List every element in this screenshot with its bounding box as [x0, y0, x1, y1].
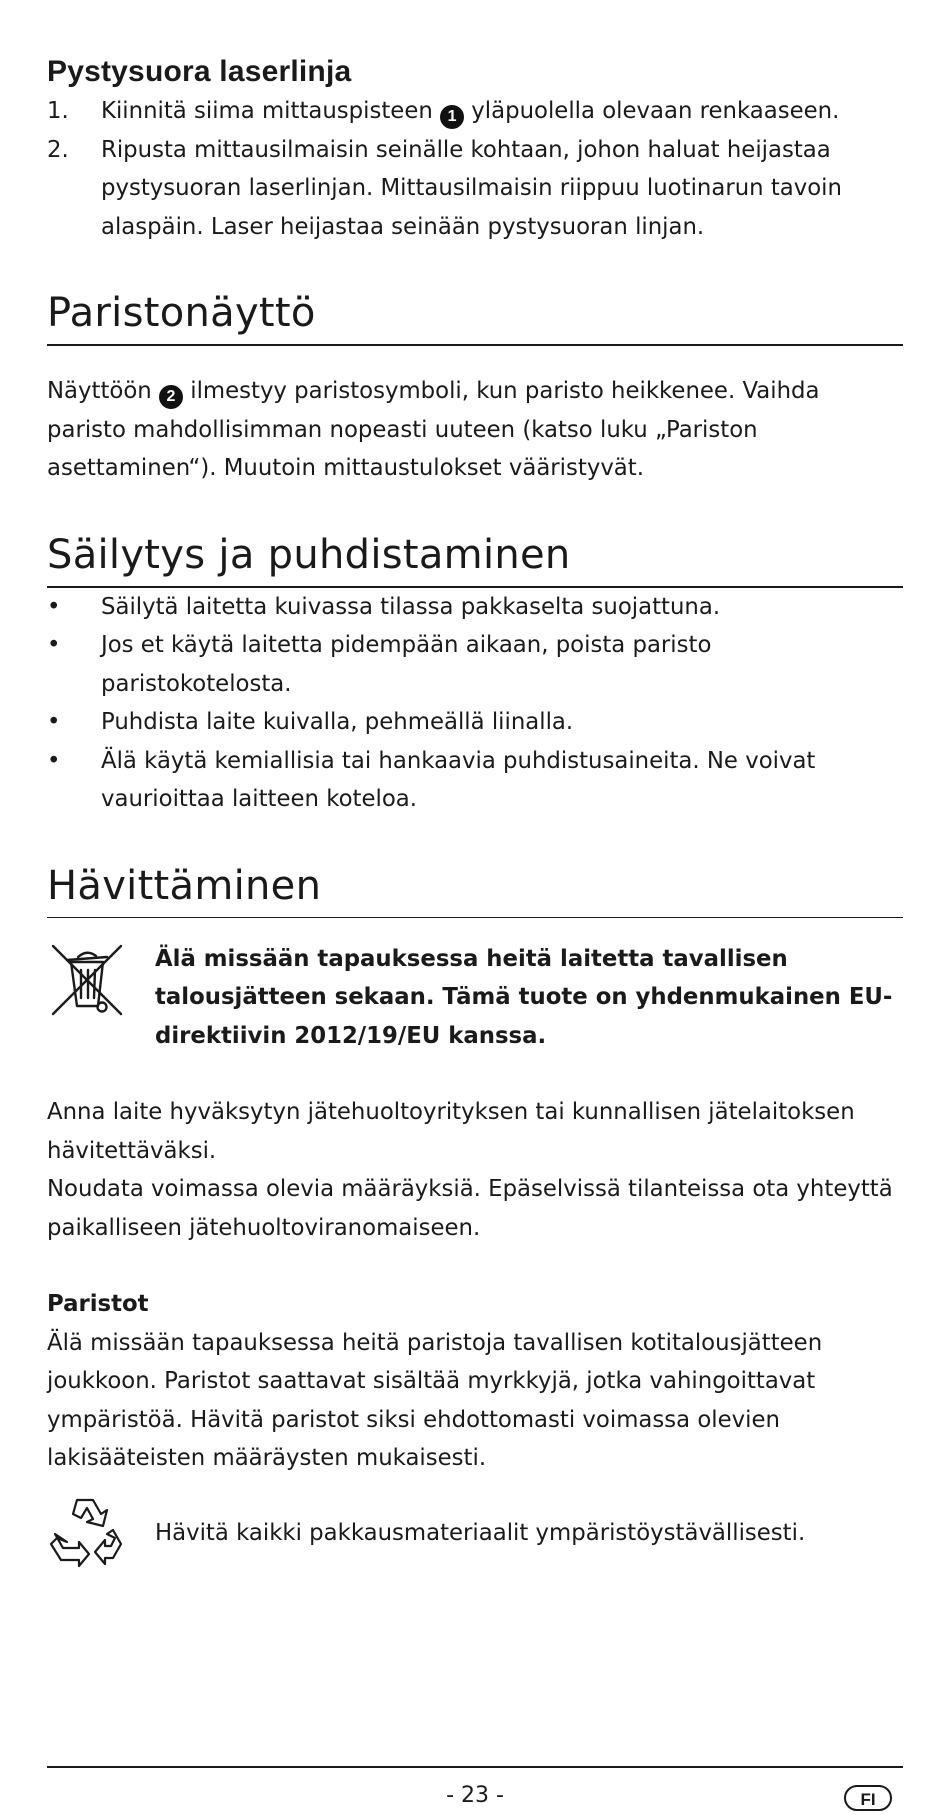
disposal-warning-row: [47, 940, 903, 1056]
list-item-text: Älä käytä kemiallisia tai hankaavia puhdistusaineita. Ne voivat vaurioittaa laitteen koteloa.: [101, 747, 816, 812]
disposal-section: [47, 861, 903, 1248]
list-item-text: Puhdista laite kuivalla, pehmeällä liinalla.: [101, 709, 574, 735]
battery-display-text-end: ilmestyy paristosymboli, kun paristo heikkenee. Vaihda paristo mahdollisimman nopeasti uuteen (katso luku „Pariston asettaminen“). Muutoin mittaustulokset vääristyvät.: [47, 378, 820, 481]
step-text-end: yläpuolella olevaan renkaaseen.: [464, 98, 840, 124]
footer-divider: [47, 1766, 903, 1768]
storage-section: [47, 530, 903, 819]
bullet-icon: •: [47, 747, 61, 774]
recycling-symbol-icon: [47, 1494, 155, 1574]
storage-list: [47, 588, 903, 819]
page-content: [47, 52, 903, 1574]
battery-display-text-start: Näyttöön: [47, 378, 159, 404]
step-number: 1.: [47, 98, 69, 124]
list-item: [47, 742, 903, 819]
step-item: [47, 131, 903, 247]
step-text: Ripusta mittausilmaisin seinälle kohtaan, johon haluat heijastaa pystysuoran laserlinjan. Mittausilmaisin riippuu luotinarun tavoin alaspäin. Laser heijastaa seinään pystysuoran linjan.: [101, 136, 842, 240]
crossed-out-wheelie-bin-icon: [47, 940, 127, 1020]
battery-display-heading: Paristonäyttö: [47, 288, 903, 346]
bullet-icon: •: [47, 632, 61, 658]
disposal-heading: Hävittäminen: [47, 861, 903, 918]
storage-heading: Säilytys ja puhdistaminen: [47, 530, 903, 588]
callout-1-icon: 1: [440, 105, 464, 129]
disposal-warning-text: Älä missään tapauksessa heitä laitetta tavallisen talousjätteen sekaan. Tämä tuote on yhdenmukainen EU-direktiivin 2012/19/EU kanssa.: [155, 945, 893, 1049]
step-text-start: Kiinnitä siima mittauspisteen: [101, 98, 441, 124]
callout-2-icon: 2: [159, 385, 183, 409]
list-item-text: Säilytä laitetta kuivassa tilassa pakkaselta suojattuna.: [101, 593, 721, 620]
bullet-icon: •: [47, 709, 61, 735]
page-number: - 23 -: [446, 1783, 504, 1808]
recycle-text: Hävitä kaikki pakkausmateriaalit ympäristöystävällisesti.: [155, 1520, 806, 1547]
batteries-section: [47, 1285, 903, 1574]
recycling-symbol-icon: [47, 1494, 127, 1570]
disposal-para-2: Noudata voimassa olevia määräyksiä. Epäselvissä tilanteissa ota yhteyttä paikalliseen jätehuoltoviranomaiseen.: [47, 1176, 893, 1241]
crossed-out-wheelie-bin-icon: [47, 940, 155, 1024]
recycle-row: [47, 1494, 903, 1574]
list-item-text: Jos et käytä laitetta pidempään aikaan, poista paristo paristokotelosta.: [101, 632, 712, 697]
bullet-icon: •: [47, 593, 61, 620]
step-item: [47, 92, 903, 131]
step-number: 2.: [47, 136, 69, 163]
battery-display-section: [47, 288, 903, 488]
battery-display-text: [47, 372, 903, 488]
disposal-para-1: Anna laite hyväksytyn jätehuoltoyrityksen tai kunnallisen jätelaitoksen hävitettäväksi.: [47, 1099, 855, 1164]
vertical-laser-steps: [47, 92, 903, 246]
batteries-text: Älä missään tapauksessa heitä paristoja tavallisen kotitalousjätteen joukkoon. Paristot saattavat sisältää myrkkyjä, jotka vahingoittavat ympäristöä. Hävitä paristot siksi ehdottomasti voimassa olevien lakisääteisten määräysten mukaisesti.: [47, 1329, 823, 1471]
list-item: [47, 703, 903, 742]
list-item: [47, 588, 903, 627]
list-item: [47, 626, 903, 703]
language-badge: FI: [844, 1785, 892, 1811]
batteries-heading: Paristot: [47, 1291, 149, 1317]
vertical-laser-section: [47, 52, 903, 246]
vertical-laser-heading: Pystysuora laserlinja: [47, 55, 352, 88]
